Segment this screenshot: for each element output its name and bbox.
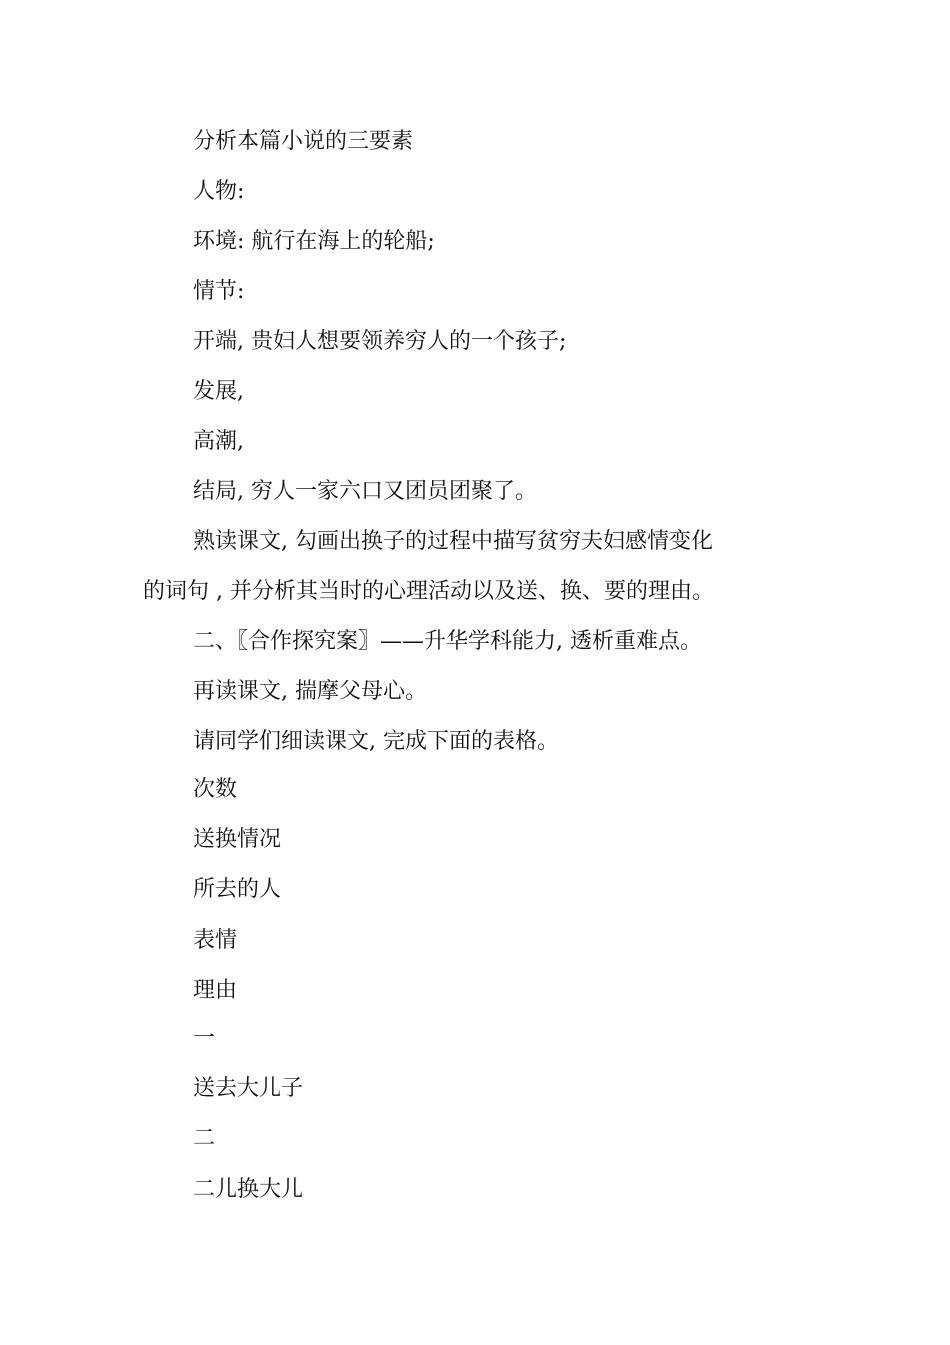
characters-label: 人物:	[193, 179, 245, 204]
section-two-heading: 二、〖合作探究案〗——升华学科能力, 透析重难点。	[193, 629, 702, 654]
table-header-reason: 理由	[193, 978, 238, 1003]
table-row-1-exchange: 送去大儿子	[193, 1076, 304, 1101]
table-header-exchange: 送换情况	[193, 827, 282, 852]
table-row-1-count: 一	[193, 1026, 216, 1051]
task-paragraph-line-2: 的词句 , 并分析其当时的心理活动以及送、换、要的理由。	[143, 579, 714, 604]
plot-label: 情节:	[193, 279, 245, 304]
plot-beginning: 开端, 贵妇人想要领养穷人的一个孩子;	[193, 329, 567, 354]
table-header-count: 次数	[193, 777, 238, 802]
table-header-person: 所去的人	[193, 877, 282, 902]
plot-development: 发展,	[193, 379, 244, 404]
plot-climax: 高潮,	[193, 429, 244, 454]
table-instruction: 请同学们细读课文, 完成下面的表格。	[193, 729, 559, 754]
table-row-2-exchange: 二儿换大儿	[193, 1177, 304, 1202]
reread-instruction: 再读课文, 揣摩父母心。	[193, 679, 427, 704]
section-heading: 分析本篇小说的三要素	[193, 129, 414, 154]
table-row-2-count: 二	[193, 1126, 216, 1151]
table-header-expression: 表情	[193, 928, 238, 953]
task-paragraph-line-1: 熟读课文, 勾画出换子的过程中描写贫穷夫妇感情变化	[193, 529, 713, 554]
plot-ending: 结局, 穷人一家六口又团员团聚了。	[193, 479, 537, 504]
setting-line: 环境: 航行在海上的轮船;	[193, 229, 435, 254]
